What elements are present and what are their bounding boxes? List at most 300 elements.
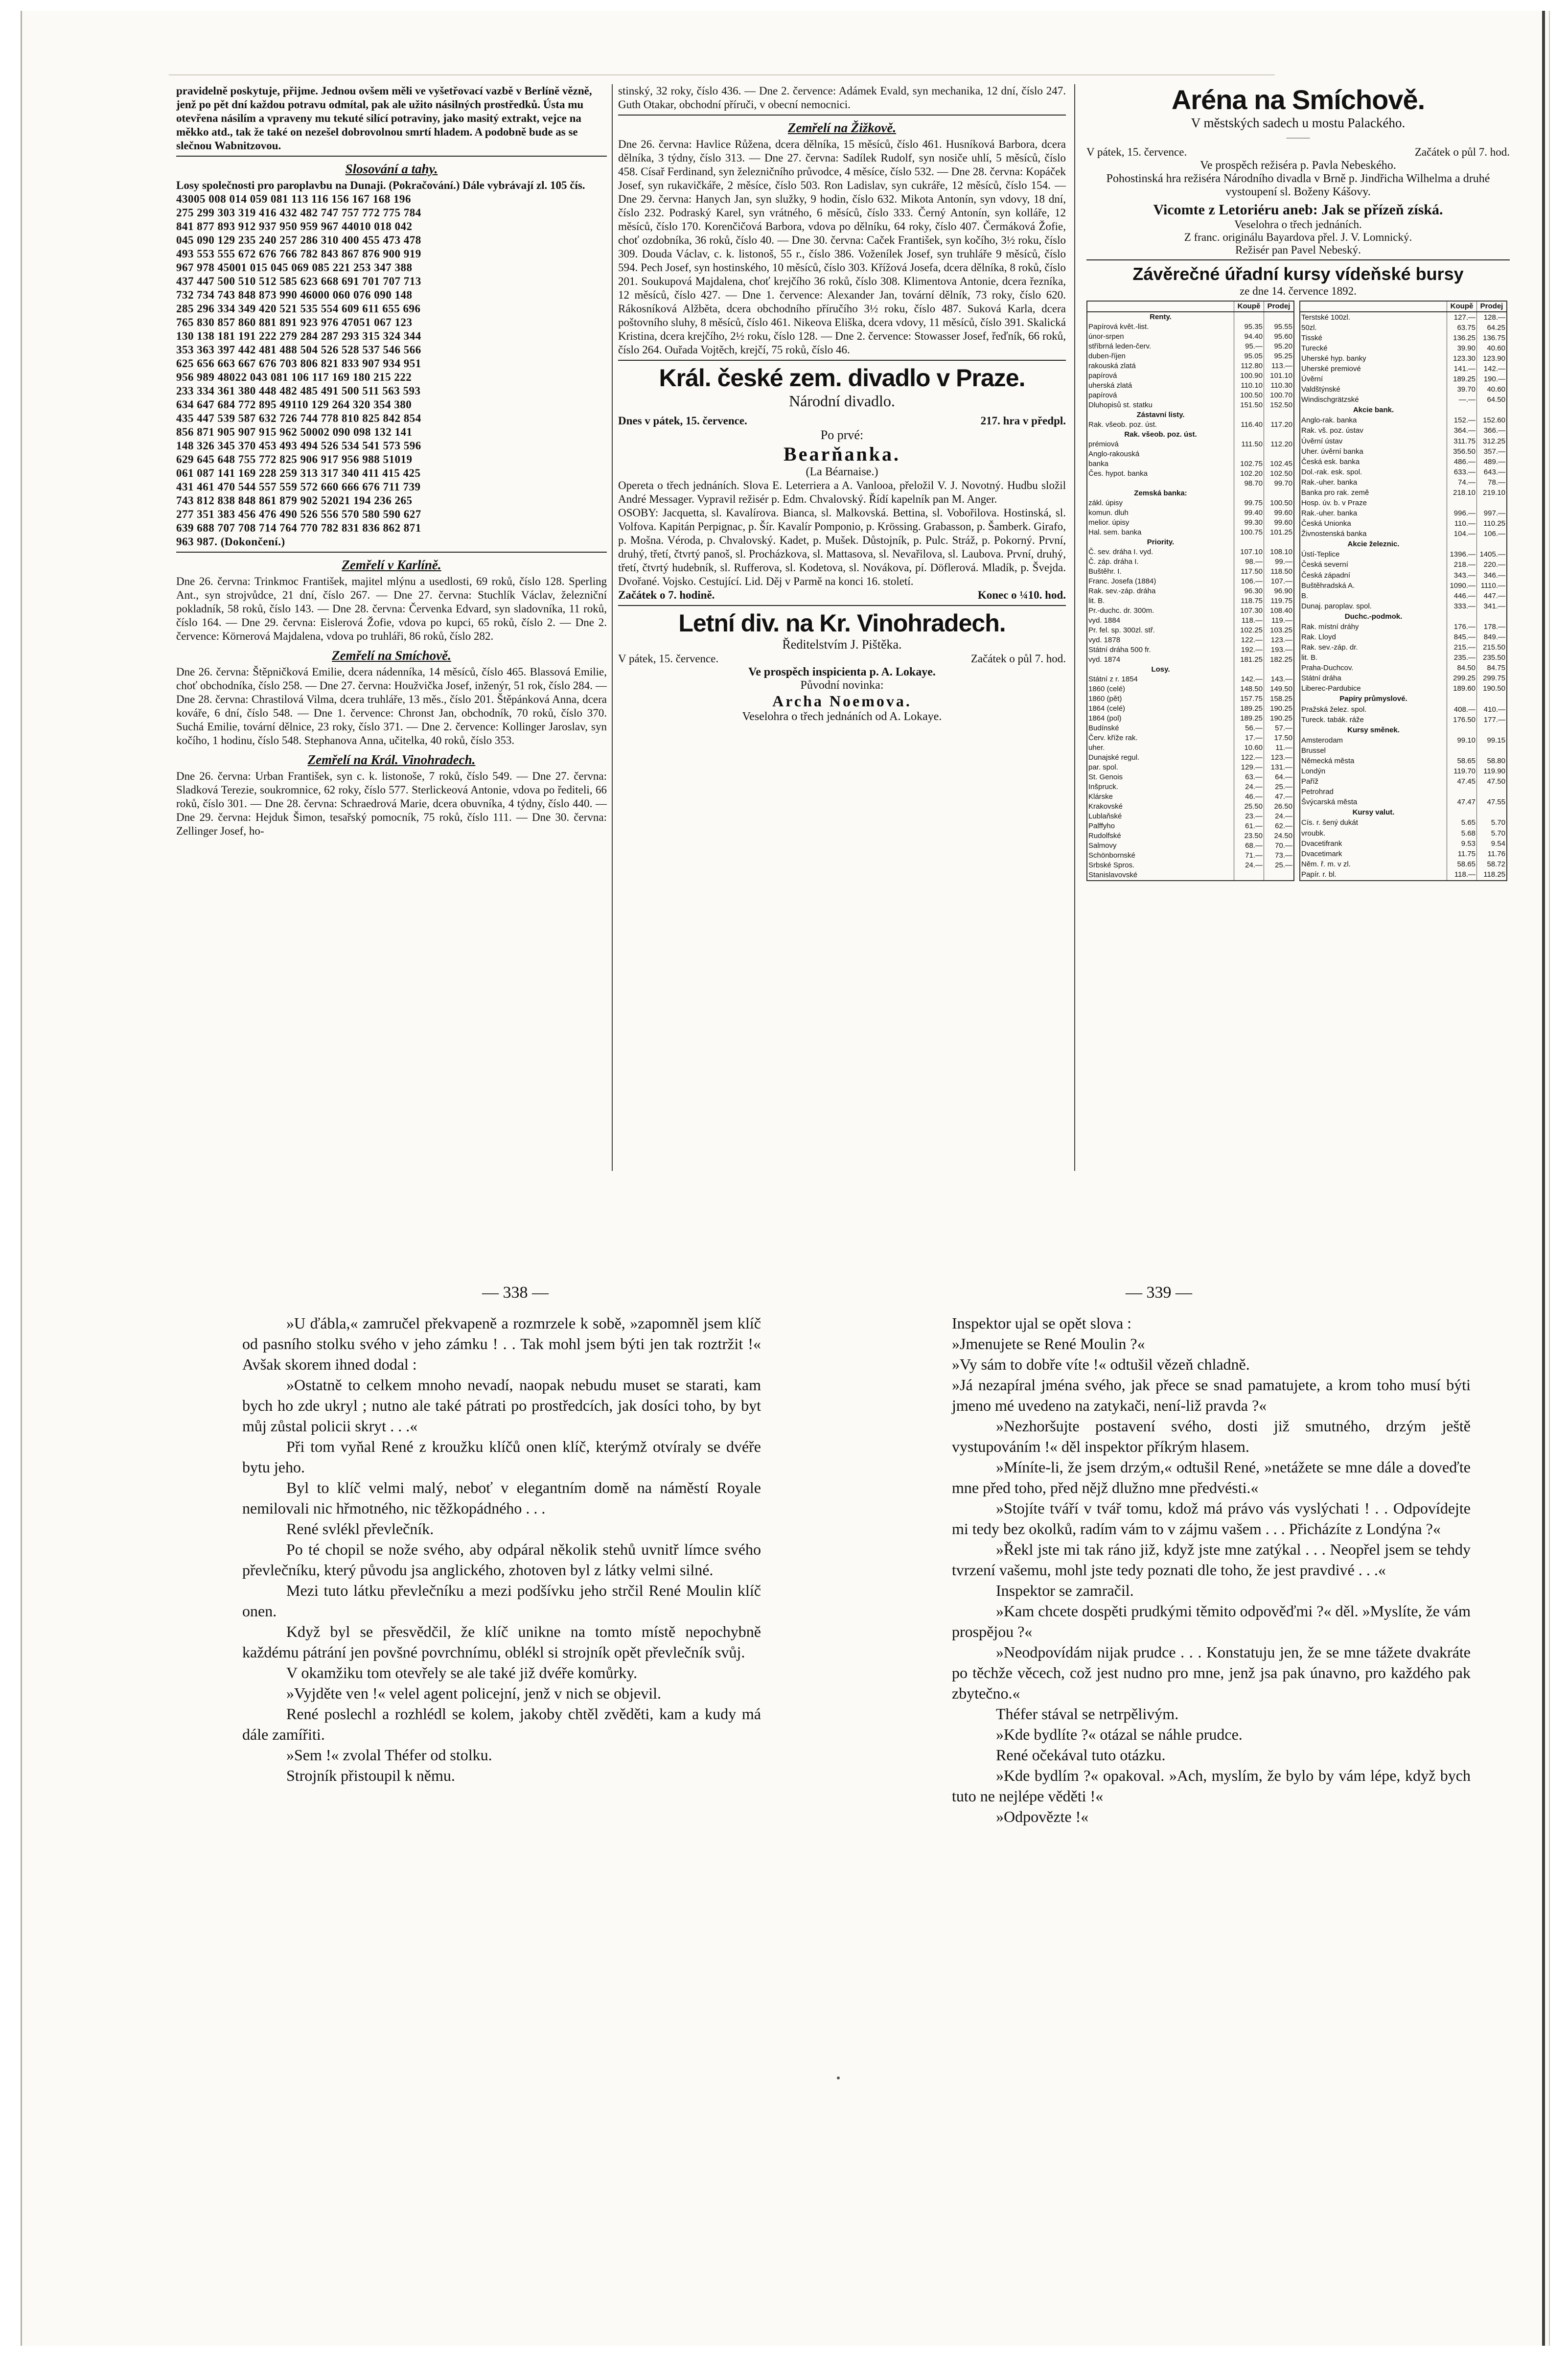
- table-cell-sell: 11.76: [1477, 849, 1507, 859]
- table-cell-sell: 99.—: [1264, 557, 1294, 567]
- table-row: [1300, 539, 1507, 550]
- table-cell-buy: 122.—: [1234, 635, 1264, 645]
- theatre-play-subtitle: (La Béarnaise.): [806, 466, 878, 478]
- novel-paragraph: »Kde bydlím ?« opakoval. »Ach, myslím, že bylo by vám lépe, když bych tuto ne nejlépe věděti !«: [952, 1767, 1471, 1805]
- table-cell-buy: 189.25: [1234, 714, 1264, 723]
- table-cell-sell: [1264, 312, 1294, 322]
- table-cell-buy: 56.—: [1234, 723, 1264, 733]
- table-cell-name: Státní dráha 500 fr.: [1087, 645, 1234, 655]
- table-cell-name: Lublaňské: [1087, 812, 1234, 821]
- table-header-blank: [1300, 301, 1447, 312]
- table-cell-name: Česká západní: [1300, 570, 1447, 581]
- table-cell-sell: [1264, 449, 1294, 459]
- table-row: [1300, 643, 1507, 653]
- table-cell-name: 50zl.: [1300, 323, 1447, 333]
- arena-subtitle: V městských sadech u mostu Palackého.: [1191, 116, 1406, 130]
- table-section-label: Losy.: [1087, 665, 1234, 675]
- table-row: [1300, 777, 1507, 787]
- lottery-number-line: 625 656 663 667 676 703 806 821 833 907 934 951: [176, 357, 421, 370]
- table-cell-buy: 122.—: [1234, 753, 1264, 763]
- table-cell-buy: 95.—: [1234, 342, 1264, 351]
- novel-paragraph: Strojník přistoupil k němu.: [286, 1767, 455, 1784]
- table-cell-name: vyd. 1884: [1087, 616, 1234, 626]
- arena-date: V pátek, 15. července.: [1086, 146, 1187, 158]
- table-cell-sell: [1477, 539, 1507, 550]
- table-cell-name: Schönbornské: [1087, 851, 1234, 861]
- table-cell-name: Hosp. úv. b. v Praze: [1300, 498, 1447, 508]
- table-cell-sell: 112.20: [1264, 440, 1294, 449]
- table-row: [1087, 763, 1294, 772]
- table-cell-buy: 189.25: [1447, 374, 1477, 385]
- table-cell-buy: 176.50: [1447, 715, 1477, 725]
- divider: [176, 156, 607, 157]
- table-cell-name: Uher. úvěrní banka: [1300, 446, 1447, 457]
- table-row: [1300, 353, 1507, 364]
- novel-paragraph: Inspektor ujal se opět slova :: [952, 1314, 1132, 1332]
- table-row: [1300, 374, 1507, 385]
- table-row: [1087, 792, 1294, 802]
- letni-start: Začátek o půl 7. hod.: [970, 653, 1066, 665]
- table-cell-name: Franc. Josefa (1884): [1087, 577, 1234, 586]
- novel-paragraph: Při tom vyňal René z kroužku klíčů onen klíč, kterýmž otvíraly se dvéře bytu jeho.: [242, 1438, 761, 1476]
- novel-page-right: [952, 1313, 1471, 1827]
- table-row: [1087, 498, 1294, 508]
- table-cell-name: Pr.-duchc. dr. 300m.: [1087, 606, 1234, 616]
- table-cell-sell: 997.—: [1477, 509, 1507, 519]
- novel-paragraph: Byl to klíč velmi malý, neboť v elegantním domě na náměstí Royale nemilovali nic hřmotného, nic těžkopádného . . .: [242, 1479, 761, 1517]
- table-row: [1087, 518, 1294, 528]
- theatre-play-title: Bearňanka.: [784, 443, 900, 465]
- letni-benefit: Ve prospěch inspicienta p. A. Lokaye.: [748, 666, 936, 678]
- table-cell-buy: 1090.—: [1447, 581, 1477, 591]
- lottery-number-line: 285 296 334 349 420 521 535 554 609 611 655 696: [176, 303, 421, 315]
- table-cell-name: Rak. všeob. poz. úst.: [1087, 420, 1234, 430]
- novel-paragraph: Po té chopil se nože svého, aby odpáral několik stehů uvnitř límce svého převlečníku, který původu jsa anglického, zhotoven byl z látky velmi silné.: [242, 1540, 761, 1579]
- table-cell-name: Rak. místní dráhy: [1300, 622, 1447, 632]
- table-header-kupni: Koupě: [1234, 301, 1264, 312]
- table-cell-buy: 102.20: [1234, 469, 1264, 479]
- table-row: [1087, 508, 1294, 518]
- table-cell-sell: 357.—: [1477, 446, 1507, 457]
- table-cell-name: par. spol.: [1087, 763, 1234, 772]
- lottery-number-line: 233 334 361 380 448 482 485 491 500 511 563 593: [176, 385, 421, 397]
- karlin-heading: Zemřelí v Karlíně.: [342, 558, 441, 572]
- table-cell-buy: 99.75: [1234, 498, 1264, 508]
- table-cell-sell: 17.50: [1264, 733, 1294, 743]
- table-cell-name: zákl. úpisy: [1087, 498, 1234, 508]
- table-row: [1087, 479, 1294, 489]
- table-cell-sell: [1477, 725, 1507, 735]
- theatre-date: Dnes v pátek, 15. července.: [618, 415, 747, 427]
- table-cell-sell: 5.70: [1477, 828, 1507, 839]
- table-row: [1087, 782, 1294, 792]
- table-row: [1300, 684, 1507, 694]
- table-row: [1087, 645, 1294, 655]
- novel-paragraph: »Vyjděte ven !« velel agent policejní, jenž v nich se objevil.: [286, 1684, 661, 1702]
- table-row: [1087, 606, 1294, 616]
- arena-date-row: [1086, 145, 1510, 159]
- table-cell-buy: 111.50: [1234, 440, 1264, 449]
- table-row: [1087, 694, 1294, 704]
- novel-paragraph: »Nezhoršujte postavení svého, dosti již smutného, drzým ještě vystupováním !« děl inspektor příkrým hlasem.: [952, 1417, 1471, 1455]
- table-cell-name: rakouská zlatá: [1087, 361, 1234, 371]
- table-cell-sell: 152.50: [1264, 400, 1294, 410]
- novel-paragraph: »Sem !« zvolal Théfer od stolku.: [286, 1746, 492, 1764]
- table-row: [1087, 655, 1294, 665]
- table-row: [1300, 550, 1507, 560]
- page-number-left: — 338 —: [482, 1283, 549, 1302]
- table-section-label: Akcie bank.: [1300, 405, 1447, 416]
- table-cell-buy: 95.05: [1234, 351, 1264, 361]
- table-cell-buy: 74.—: [1447, 477, 1477, 488]
- table-cell-buy: [1447, 539, 1477, 550]
- lottery-number-line: 841 877 893 912 937 950 959 967 44010 018 042: [176, 220, 413, 233]
- divider: [618, 605, 1066, 606]
- table-cell-name: únor-srpen: [1087, 332, 1234, 342]
- novel-paragraph: »Řekl jste mi tak ráno již, když jste mne zatýkal . . . Neopřel jsem se tehdy tvrzení vašemu, mohl jste tedy poznati dle toho, že jest pravdivé . . .«: [952, 1540, 1471, 1579]
- table-row: [1300, 323, 1507, 333]
- table-row: [1300, 674, 1507, 684]
- table-section-label: Priority.: [1087, 537, 1234, 547]
- novel-paragraph: Mezi tuto látku převlečníku a mezi podšívku jeho strčil René Moulin klíč onen.: [242, 1582, 761, 1620]
- table-cell-sell: 64.50: [1477, 395, 1507, 405]
- table-cell-buy: 47.47: [1447, 797, 1477, 808]
- table-cell-buy: 142.—: [1234, 675, 1264, 684]
- table-cell-buy: 996.—: [1447, 509, 1477, 519]
- table-section-label: Renty.: [1087, 312, 1234, 322]
- table-cell-sell: 47.55: [1477, 797, 1507, 808]
- table-row: [1300, 632, 1507, 642]
- table-cell-buy: 100.75: [1234, 528, 1264, 537]
- table-cell-name: Buštěhr. I.: [1087, 567, 1234, 577]
- table-cell-buy: —.—: [1447, 395, 1477, 405]
- table-cell-sell: 136.75: [1477, 333, 1507, 343]
- table-cell-sell: 101.25: [1264, 528, 1294, 537]
- table-cell-sell: 73.—: [1264, 851, 1294, 861]
- table-cell-buy: 95.35: [1234, 322, 1264, 332]
- table-cell-sell: [1264, 489, 1294, 498]
- smichov-text: Dne 26. června: Štěpničková Emilie, dcera nádenníka, 14 měsíců, číslo 465. Blassová Emilie, choť obchodníka, číslo 258. — Dne 27. června: Houžvička Josef, inženýr, 51 rok, číslo 284. — Dne 28. června: Chrastilová Vilma, dcera truhláře, 13 měs., číslo 201. Štěpánková Anna, dcera kováře, 6 dní, číslo 548. — Dne 1. července: Chronst Jan, obchodník, 70 roků, číslo 370. Suchá Emilie, tovární dělnice, 23 roky, číslo 371. — Dne 2. července: Kollinger Jaroslav, syn kočího, 1 hodinu, číslo 548. Stephanova Anna, učitelka, 40 roků, číslo 353.: [176, 666, 607, 746]
- table-cell-name: Živnostenská banka: [1300, 529, 1447, 539]
- table-row: [1300, 818, 1507, 828]
- table-cell-sell: 107.—: [1264, 577, 1294, 586]
- table-cell-buy: 118.—: [1447, 869, 1477, 881]
- table-cell-buy: 356.50: [1447, 446, 1477, 457]
- table-row: [1300, 446, 1507, 457]
- table-cell-sell: 410.—: [1477, 704, 1507, 715]
- table-row: [1087, 469, 1294, 479]
- table-cell-buy: 152.—: [1447, 416, 1477, 426]
- table-cell-name: uher.: [1087, 743, 1234, 753]
- lottery-number-line: 43005 008 014 059 081 113 116 156 167 168 196: [176, 193, 411, 205]
- table-cell-buy: 98.70: [1234, 479, 1264, 489]
- table-cell-name: Rak.-uher. banka: [1300, 477, 1447, 488]
- table-row: [1300, 746, 1507, 756]
- table-cell-buy: 71.—: [1234, 851, 1264, 861]
- table-row: [1300, 312, 1507, 323]
- letni-date: V pátek, 15. července.: [618, 653, 719, 665]
- table-cell-buy: 94.40: [1234, 332, 1264, 342]
- table-row: [1087, 391, 1294, 400]
- bourse-title: Závěrečné úřadní kursy vídeňské bursy: [1132, 264, 1464, 284]
- table-cell-buy: [1447, 787, 1477, 797]
- table-cell-name: lit. B.: [1087, 596, 1234, 606]
- table-cell-buy: 61.—: [1234, 821, 1264, 831]
- table-row: [1087, 723, 1294, 733]
- table-cell-name: Dvacetifrank: [1300, 839, 1447, 849]
- lottery-number-line: 045 090 129 235 240 257 286 310 400 455 473 478: [176, 234, 421, 246]
- table-cell-sell: 366.—: [1477, 426, 1507, 436]
- table-row: [1300, 622, 1507, 632]
- table-cell-buy: 235.—: [1447, 653, 1477, 663]
- table-cell-sell: 108.40: [1264, 606, 1294, 616]
- table-cell-sell: 489.—: [1477, 457, 1507, 467]
- table-cell-buy: 104.—: [1447, 529, 1477, 539]
- arena-start: Začátek o půl 7. hod.: [1414, 146, 1510, 158]
- table-cell-name: Papír. r. bl.: [1300, 869, 1447, 881]
- table-row: [1300, 611, 1507, 622]
- novel-paragraph: »Ostatně to celkem mnoho nevadí, naopak nebudu muset se starati, kam bych ho zde ukryl ; nutno ale také pátrati po prostředcích, jak dosíci toho, by byt můj zůstal policii skryt . . .«: [242, 1376, 761, 1435]
- table-cell-sell: 190.—: [1477, 374, 1507, 385]
- table-cell-buy: 102.25: [1234, 626, 1264, 635]
- table-cell-sell: 95.60: [1264, 332, 1294, 342]
- table-cell-sell: 119.75: [1264, 596, 1294, 606]
- table-cell-sell: 235.50: [1477, 653, 1507, 663]
- table-row: [1300, 467, 1507, 477]
- table-cell-name: Pr. fel. sp. 300zl. stř.: [1087, 626, 1234, 635]
- table-row: [1087, 410, 1294, 420]
- table-cell-buy: [1447, 694, 1477, 704]
- table-row: [1300, 570, 1507, 581]
- table-cell-buy: [1234, 449, 1264, 459]
- table-row: [1087, 635, 1294, 645]
- table-cell-sell: 149.50: [1264, 684, 1294, 694]
- table-cell-sell: [1477, 405, 1507, 416]
- table-cell-sell: 346.—: [1477, 570, 1507, 581]
- lottery-number-line: 431 461 470 544 557 559 572 660 666 676 711 739: [176, 481, 421, 493]
- smichov-heading: Zemřelí na Smíchově.: [332, 648, 451, 663]
- table-row: [1087, 537, 1294, 547]
- table-cell-buy: [1447, 746, 1477, 756]
- table-cell-name: Anglo-rakouská: [1087, 449, 1234, 459]
- table-cell-name: Buštěhradská A.: [1300, 581, 1447, 591]
- table-cell-name: Valdštýnské: [1300, 385, 1447, 395]
- table-cell-buy: 299.25: [1447, 674, 1477, 684]
- table-cell-sell: 9.54: [1477, 839, 1507, 849]
- table-cell-buy: 58.65: [1447, 756, 1477, 766]
- table-row: [1087, 861, 1294, 870]
- theatre-times: [618, 588, 1066, 602]
- table-cell-sell: 643.—: [1477, 467, 1507, 477]
- table-cell-name: 1860 (celé): [1087, 684, 1234, 694]
- table-cell-name: Úvěrní ústav: [1300, 436, 1447, 446]
- lottery-heading: Slosování a tahy.: [345, 162, 438, 176]
- table-cell-sell: 99.70: [1264, 479, 1294, 489]
- table-cell-sell: 100.50: [1264, 498, 1294, 508]
- table-cell-sell: [1477, 611, 1507, 622]
- letni-description: Veselohra o třech jednáních od A. Lokaye.: [742, 710, 942, 723]
- table-cell-name: Budínské: [1087, 723, 1234, 733]
- arena-title: Aréna na Smíchově.: [1171, 84, 1425, 115]
- table-cell-buy: 107.30: [1234, 606, 1264, 616]
- table-row: [1300, 756, 1507, 766]
- lottery-number-line: 743 812 838 848 861 879 902 52021 194 236 265: [176, 494, 413, 507]
- table-cell-name: Rak. sev.-záp. dráha: [1087, 586, 1234, 596]
- table-row: [1087, 430, 1294, 440]
- table-cell-name: Č. sev. dráha I. vyd.: [1087, 547, 1234, 557]
- table-row: [1087, 351, 1294, 361]
- table-cell-sell: 106.—: [1477, 529, 1507, 539]
- table-row: [1300, 653, 1507, 663]
- table-cell-sell: 62.—: [1264, 821, 1294, 831]
- table-cell-name: 1864 (celé): [1087, 704, 1234, 714]
- table-row: [1300, 601, 1507, 611]
- table-cell-name: 1860 (pět): [1087, 694, 1234, 704]
- table-cell-sell: 47.50: [1477, 777, 1507, 787]
- lottery-number-line: 061 087 141 169 228 259 313 317 340 411 415 425: [176, 467, 421, 479]
- novel-paragraph: René svlékl převlečník.: [286, 1520, 434, 1538]
- table-cell-buy: 5.65: [1447, 818, 1477, 828]
- karlin-text: Dne 26. června: Trinkmoc František, majitel mlýnu a usedlosti, 69 roků, číslo 128. Sperling Ant., syn strojvůdce, 21 dní, číslo 267. — Dne 27. června: Stuchlík Václav, železniční pokladník, 58 roků, číslo 143. — Dne 28. června: Červenka Edvard, syn sladovníka, 11 roků, číslo 164. — Dne 29. června: Eislerová Žofie, vdova po kupci, 65 roků, číslo 2. — Dne 2. července: Körnerová Majdalena, vdova po truhláři, 86 roků, číslo 282.: [176, 575, 607, 642]
- table-cell-buy: [1234, 489, 1264, 498]
- table-cell-sell: [1477, 694, 1507, 704]
- theatre-title: Král. české zem. divadlo v Praze.: [659, 364, 1025, 392]
- table-cell-buy: 151.50: [1234, 400, 1264, 410]
- table-row: [1300, 591, 1507, 601]
- table-cell-name: Paříž: [1300, 777, 1447, 787]
- intro-paragraph: pravidelně poskytuje, přijme. Jednou ovšem měli ve vyšetřovací vazbě v Berlíně vězně, jenž po pět dní každou potravu odmítal, pak ale užito násilných prostředků. Ústa mu otevřena násilím a vpraveny mu tekuté silící potraviny, jako masitý extrakt, vejce na měkko atd., tak že také on nezešel dobrovolnou smrtí hladem. A podobně bude as se slečnou Wabnitzovou.: [176, 85, 592, 152]
- table-cell-buy: 106.—: [1234, 577, 1264, 586]
- table-cell-name: Č. záp. dráha I.: [1087, 557, 1234, 567]
- table-cell-name: Státní dráha: [1300, 674, 1447, 684]
- lottery-number-line: 963 987. (Dokončení.): [176, 536, 285, 548]
- novel-paragraph: »Já nezapíral jména svého, jak přece se snad pamatujete, a krom toho musí býti jmeno mé uvedeno na zatykači, není-liž pravda ?«: [952, 1376, 1471, 1414]
- table-cell-buy: 129.—: [1234, 763, 1264, 772]
- table-cell-sell: 220.—: [1477, 560, 1507, 570]
- table-cell-name: melior. úpisy: [1087, 518, 1234, 528]
- lottery-number-line: 732 734 743 848 873 990 46000 060 076 090 148: [176, 289, 413, 301]
- letni-novelty: Původní novinka:: [800, 679, 884, 692]
- table-cell-sell: 24.50: [1264, 831, 1294, 841]
- table-cell-name: Terstské 100zl.: [1300, 312, 1447, 323]
- table-header-blank: [1087, 301, 1234, 312]
- table-row: [1087, 449, 1294, 459]
- table-cell-name: Dluhopisů st. statku: [1087, 400, 1234, 410]
- novel-paragraph: Théfer stával se netrpělivým.: [996, 1705, 1179, 1723]
- table-cell-name: Londýn: [1300, 767, 1447, 777]
- table-row: [1087, 675, 1294, 684]
- table-cell-name: Windischgrätzské: [1300, 395, 1447, 405]
- table-cell-name: Česká severní: [1300, 560, 1447, 570]
- table-cell-buy: 141.—: [1447, 364, 1477, 374]
- table-row: [1300, 436, 1507, 446]
- lottery-number-list: [176, 192, 607, 549]
- novel-paragraph: »Kde bydlíte ?« otázal se náhle prudce.: [996, 1726, 1243, 1743]
- table-section-label: Zemská banka:: [1087, 489, 1234, 498]
- table-cell-sell: 99.15: [1477, 735, 1507, 746]
- divider: [618, 360, 1066, 361]
- table-cell-sell: 40.60: [1477, 343, 1507, 353]
- table-row: [1300, 735, 1507, 746]
- table-row: [1300, 426, 1507, 436]
- table-cell-sell: 312.25: [1477, 436, 1507, 446]
- table-cell-sell: 101.10: [1264, 371, 1294, 381]
- table-cell-name: vroubk.: [1300, 828, 1447, 839]
- table-cell-name: lit. B.: [1300, 653, 1447, 663]
- table-row: [1300, 715, 1507, 725]
- table-cell-buy: 364.—: [1447, 426, 1477, 436]
- table-cell-sell: 108.10: [1264, 547, 1294, 557]
- table-row: [1300, 767, 1507, 777]
- table-cell-sell: 143.—: [1264, 675, 1294, 684]
- lottery-number-line: 493 553 555 672 676 766 782 843 867 876 900 919: [176, 248, 421, 260]
- table-section-label: Kursy směnek.: [1300, 725, 1447, 735]
- table-cell-sell: 849.—: [1477, 632, 1507, 642]
- table-row: [1300, 869, 1507, 881]
- table-cell-name: prémiová: [1087, 440, 1234, 449]
- divider: [176, 552, 607, 553]
- table-cell-sell: 110.30: [1264, 381, 1294, 391]
- table-row: [1300, 560, 1507, 570]
- table-cell-buy: 218.10: [1447, 488, 1477, 498]
- table-cell-name: Česká Unionka: [1300, 519, 1447, 529]
- zizkov-text: Dne 26. června: Havlice Růžena, dcera dělníka, 15 měsíců, číslo 461. Husníková Barbora, dcera dělníka, 3 týdny, číslo 313. — Dne 27. června: Sadílek Rudolf, syn nosiče uhlí, 5 měsíců, číslo 458. Císař Ferdinand, syn železničního průvodce, 4 měsíce, číslo 532. — Dne 28. června: Kopáček Josef, syn rukavičkáře, 2 měsíce, číslo 503. Ron Ladislav, syn cukráře, 12 měsíců, číslo 154. — Dne 29. června: Hanych Jan, syn služky, 9 hodin, číslo 632. Mikota Antonín, syn vdovy, 18 dní, číslo 232. Podraský Karel, syn vrátného, 6 měsíců, číslo 333. Černý Antonín, syn kolláře, 12 měsíců, číslo 170. Korenčičová Barbora, vdova po dělníku, 64 roky, číslo 407. Čermáková Žofie, choť ozdobníka, 36 roků, číslo 40. — Dne 30. června: Caček František, syn kočího, 3½ roku, číslo 309. Douda Václav, c. k. listonoš, 55 r., číslo 386. Voženílek Josef, syn truhláře 9 měsíců, číslo 594. Pech Josef, syn hostinského, 10 měsíců, číslo 303. Křížová Josefa, dcera dělníka, 8 roků, číslo 201. Soukupová Majdalena, choť krejčího 36 roků, číslo 308. Klimentova Antonie, dcera řezníka, 12 měsíců, číslo 427. — Dne 1. července: Alexander Jan, tovární dělník, 73 roky, číslo 620. Rákosníková Alžběta, dcera obchodního příručího 3½ roku, číslo 487. Suková Karla, dcera poštovního sluhy, 8 měsíců, číslo 461. Nikeova Eliška, dcera vdovy, 11 měsíců, číslo 391. Skalická Kristina, dcera krejčího, 2½ roku, číslo 128. — Dne 2. července: Stowasser Josef, řeďník, 66 roků, číslo 264. Ouřada Vojtěch, krejčí, 75 roků, číslo 46.: [618, 138, 1066, 356]
- table-row: [1087, 547, 1294, 557]
- table-section-label: Papíry průmyslové.: [1300, 694, 1447, 704]
- table-row: [1087, 704, 1294, 714]
- table-cell-sell: [1264, 430, 1294, 440]
- table-cell-sell: 102.50: [1264, 469, 1294, 479]
- theatre-description: Opereta o třech jednáních. Slova E. Leterriera a A. Vanlooa, přeložil V. J. Novotný. Hudbu složil André Messager. Vypravil režisér p. Edm. Chvalovský. Řídí kapelník pan M. Anger.: [618, 479, 1066, 505]
- table-row: [1300, 457, 1507, 467]
- table-row: [1300, 529, 1507, 539]
- table-cell-name: Dol.-rak. esk. spol.: [1300, 467, 1447, 477]
- table-cell-buy: 1396.—: [1447, 550, 1477, 560]
- page-edge: [1542, 11, 1545, 2346]
- table-row: [1300, 498, 1507, 508]
- table-header-prodej: Prodej: [1264, 301, 1294, 312]
- table-row: [1087, 489, 1294, 498]
- table-cell-sell: 299.75: [1477, 674, 1507, 684]
- divider: [618, 115, 1066, 116]
- arena-play-title: Vicomte z Letoriéru aneb: Jak se přízeň získá.: [1153, 202, 1443, 218]
- table-cell-name: [1087, 479, 1234, 489]
- lottery-number-line: 634 647 684 772 895 49110 129 264 320 354 380: [176, 398, 412, 411]
- arena-credit-1: Z franc. originálu Bayardova přel. J. V. Lomnický.: [1184, 231, 1412, 243]
- table-cell-name: Dunajské regul.: [1087, 753, 1234, 763]
- table-row: [1087, 684, 1294, 694]
- table-cell-name: Červ. kříže rak.: [1087, 733, 1234, 743]
- table-cell-name: Uherské premiové: [1300, 364, 1447, 374]
- table-cell-sell: 25.—: [1264, 782, 1294, 792]
- table-cell-sell: 84.75: [1477, 663, 1507, 674]
- table-cell-name: Rak.-uher. banka: [1300, 509, 1447, 519]
- arena-play-subtitle: Veselohra o třech jednáních.: [1234, 218, 1362, 231]
- table-cell-sell: 152.60: [1477, 416, 1507, 426]
- table-cell-sell: 102.45: [1264, 459, 1294, 469]
- table-cell-buy: 110.—: [1447, 519, 1477, 529]
- table-cell-buy: 136.25: [1447, 333, 1477, 343]
- table-header-prodej: Prodej: [1477, 301, 1507, 312]
- table-cell-buy: 9.53: [1447, 839, 1477, 849]
- table-cell-buy: 446.—: [1447, 591, 1477, 601]
- theatre-first-label: Po prvé:: [820, 428, 864, 442]
- table-cell-name: Banka pro rak. země: [1300, 488, 1447, 498]
- table-cell-name: Německá města: [1300, 756, 1447, 766]
- table-cell-buy: 68.—: [1234, 841, 1264, 851]
- table-cell-sell: 190.50: [1477, 684, 1507, 694]
- table-cell-sell: 131.—: [1264, 763, 1294, 772]
